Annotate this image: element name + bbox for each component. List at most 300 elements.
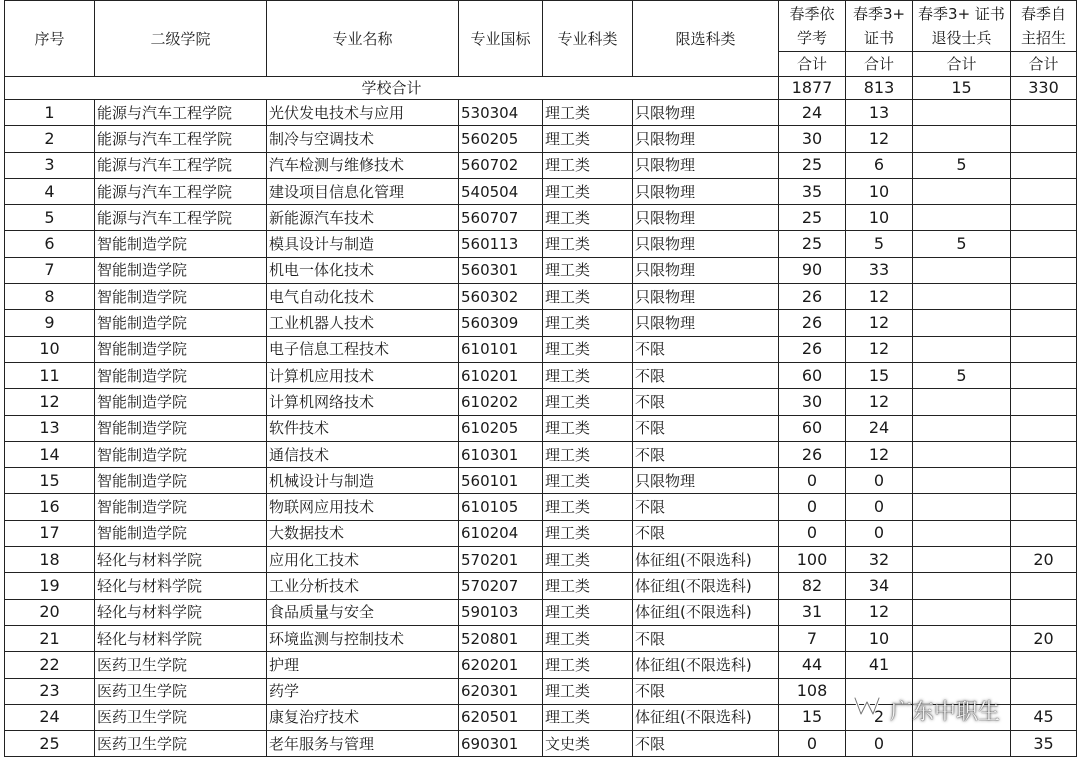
row-spring-exam: 30 <box>779 126 846 152</box>
row-subject: 不限 <box>633 336 779 362</box>
table-row <box>5 231 1077 257</box>
row-major: 应用化工技术 <box>267 547 459 573</box>
row-subject: 只限物理 <box>633 100 779 126</box>
row-spring-self <box>1011 573 1077 599</box>
row-seq: 14 <box>5 441 95 467</box>
row-spring-exam: 35 <box>779 178 846 204</box>
row-major: 汽车检测与维修技术 <box>267 152 459 178</box>
row-code: 570207 <box>459 573 543 599</box>
row-spring-self <box>1011 126 1077 152</box>
row-category: 理工类 <box>543 468 633 494</box>
row-spring-self: 35 <box>1011 731 1077 757</box>
row-college: 医药卫生学院 <box>95 704 267 730</box>
row-seq: 16 <box>5 494 95 520</box>
row-spring-self <box>1011 652 1077 678</box>
subtotal-label: 合计 <box>1011 52 1077 77</box>
row-seq: 3 <box>5 152 95 178</box>
row-spring-3plus-vet <box>913 652 1011 678</box>
row-college: 智能制造学院 <box>95 520 267 546</box>
row-spring-exam: 0 <box>779 494 846 520</box>
row-spring-self <box>1011 100 1077 126</box>
row-spring-3plus: 12 <box>846 126 913 152</box>
row-major: 通信技术 <box>267 441 459 467</box>
table-row <box>5 362 1077 388</box>
row-major: 老年服务与管理 <box>267 731 459 757</box>
row-spring-3plus: 24 <box>846 415 913 441</box>
row-spring-3plus-vet <box>913 468 1011 494</box>
school-total-label: 学校合计 <box>5 77 779 100</box>
row-spring-3plus-vet <box>913 494 1011 520</box>
row-spring-exam: 25 <box>779 152 846 178</box>
row-category: 理工类 <box>543 520 633 546</box>
row-subject: 只限物理 <box>633 231 779 257</box>
row-spring-3plus-vet <box>913 205 1011 231</box>
row-spring-exam: 82 <box>779 573 846 599</box>
row-college: 轻化与材料学院 <box>95 573 267 599</box>
row-category: 理工类 <box>543 704 633 730</box>
row-code: 530304 <box>459 100 543 126</box>
row-spring-exam: 24 <box>779 100 846 126</box>
row-college: 智能制造学院 <box>95 362 267 388</box>
row-seq: 1 <box>5 100 95 126</box>
row-major: 模具设计与制造 <box>267 231 459 257</box>
row-spring-exam: 25 <box>779 205 846 231</box>
header-seq: 序号 <box>5 1 95 77</box>
row-major: 工业机器人技术 <box>267 310 459 336</box>
row-seq: 4 <box>5 178 95 204</box>
table-row <box>5 441 1077 467</box>
row-major: 光伏发电技术与应用 <box>267 100 459 126</box>
table-row <box>5 599 1077 625</box>
row-code: 560302 <box>459 284 543 310</box>
row-spring-self <box>1011 362 1077 388</box>
row-subject: 体征组(不限选科) <box>633 704 779 730</box>
row-college: 智能制造学院 <box>95 389 267 415</box>
row-spring-exam: 15 <box>779 704 846 730</box>
row-major: 计算机网络技术 <box>267 389 459 415</box>
row-category: 理工类 <box>543 205 633 231</box>
row-college: 能源与汽车工程学院 <box>95 178 267 204</box>
row-college: 医药卫生学院 <box>95 652 267 678</box>
table-row <box>5 152 1077 178</box>
row-subject: 不限 <box>633 441 779 467</box>
row-spring-3plus: 12 <box>846 389 913 415</box>
table-row <box>5 731 1077 757</box>
row-spring-self <box>1011 310 1077 336</box>
row-spring-3plus: 10 <box>846 178 913 204</box>
row-seq: 18 <box>5 547 95 573</box>
row-spring-self <box>1011 257 1077 283</box>
row-college: 智能制造学院 <box>95 257 267 283</box>
row-spring-self <box>1011 178 1077 204</box>
row-code: 560309 <box>459 310 543 336</box>
row-college: 轻化与材料学院 <box>95 599 267 625</box>
row-category: 文史类 <box>543 731 633 757</box>
school-total-spring-self: 330 <box>1011 77 1077 100</box>
row-code: 610204 <box>459 520 543 546</box>
row-seq: 12 <box>5 389 95 415</box>
table-row <box>5 100 1077 126</box>
row-subject: 不限 <box>633 415 779 441</box>
row-spring-3plus-vet <box>913 573 1011 599</box>
row-subject: 体征组(不限选科) <box>633 599 779 625</box>
watermark-text: 广东中职生 <box>890 699 1001 725</box>
row-major: 食品质量与安全 <box>267 599 459 625</box>
header-spring-self <box>1011 1 1077 52</box>
row-seq: 21 <box>5 625 95 651</box>
row-spring-3plus-vet <box>913 599 1011 625</box>
table-row <box>5 520 1077 546</box>
row-spring-exam: 26 <box>779 336 846 362</box>
row-code: 610101 <box>459 336 543 362</box>
row-category: 理工类 <box>543 389 633 415</box>
row-category: 理工类 <box>543 678 633 704</box>
row-category: 理工类 <box>543 494 633 520</box>
row-major: 护理 <box>267 652 459 678</box>
row-spring-self <box>1011 231 1077 257</box>
enrollment-plan-table <box>4 0 1077 757</box>
header-spring-3plus-vet <box>913 1 1011 52</box>
row-spring-3plus: 32 <box>846 547 913 573</box>
row-code: 610201 <box>459 362 543 388</box>
row-category: 理工类 <box>543 178 633 204</box>
row-seq: 24 <box>5 704 95 730</box>
row-code: 610202 <box>459 389 543 415</box>
row-spring-exam: 31 <box>779 599 846 625</box>
row-spring-3plus: 12 <box>846 599 913 625</box>
row-spring-exam: 44 <box>779 652 846 678</box>
row-spring-exam: 60 <box>779 362 846 388</box>
row-spring-3plus: 10 <box>846 205 913 231</box>
row-code: 610301 <box>459 441 543 467</box>
row-spring-3plus: 0 <box>846 520 913 546</box>
row-college: 智能制造学院 <box>95 494 267 520</box>
header-category: 专业科类 <box>543 1 633 77</box>
row-spring-self <box>1011 520 1077 546</box>
row-spring-3plus: 13 <box>846 100 913 126</box>
row-spring-3plus-vet <box>913 310 1011 336</box>
row-category: 理工类 <box>543 336 633 362</box>
row-code: 560101 <box>459 468 543 494</box>
row-spring-3plus-vet <box>913 441 1011 467</box>
subtotal-label: 合计 <box>779 52 846 77</box>
row-college: 医药卫生学院 <box>95 678 267 704</box>
row-college: 智能制造学院 <box>95 336 267 362</box>
table-row <box>5 389 1077 415</box>
table-row <box>5 547 1077 573</box>
row-college: 医药卫生学院 <box>95 731 267 757</box>
table-row <box>5 310 1077 336</box>
row-major: 康复治疗技术 <box>267 704 459 730</box>
row-spring-exam: 90 <box>779 257 846 283</box>
table-row <box>5 468 1077 494</box>
row-major: 软件技术 <box>267 415 459 441</box>
table-row <box>5 284 1077 310</box>
row-code: 590103 <box>459 599 543 625</box>
school-total-spring-3plus: 813 <box>846 77 913 100</box>
row-spring-3plus-vet: 5 <box>913 362 1011 388</box>
row-spring-self: 20 <box>1011 625 1077 651</box>
row-major: 制冷与空调技术 <box>267 126 459 152</box>
row-category: 理工类 <box>543 257 633 283</box>
row-seq: 19 <box>5 573 95 599</box>
row-seq: 9 <box>5 310 95 336</box>
header-spring-3plus <box>846 1 913 52</box>
row-category: 理工类 <box>543 126 633 152</box>
row-category: 理工类 <box>543 310 633 336</box>
row-spring-3plus: 41 <box>846 652 913 678</box>
row-spring-self: 45 <box>1011 704 1077 730</box>
row-major: 计算机应用技术 <box>267 362 459 388</box>
header-subject: 限选科类 <box>633 1 779 77</box>
row-spring-3plus-vet <box>913 415 1011 441</box>
table-row <box>5 415 1077 441</box>
row-category: 理工类 <box>543 362 633 388</box>
row-seq: 23 <box>5 678 95 704</box>
row-category: 理工类 <box>543 152 633 178</box>
row-spring-exam: 0 <box>779 468 846 494</box>
row-spring-self <box>1011 599 1077 625</box>
row-spring-3plus-vet <box>913 126 1011 152</box>
row-spring-3plus: 12 <box>846 336 913 362</box>
row-college: 轻化与材料学院 <box>95 547 267 573</box>
header-spring-exam <box>779 1 846 52</box>
header-spring-3plus-vet-line1: 春季3+ 证书 <box>918 5 1005 23</box>
row-spring-3plus: 0 <box>846 468 913 494</box>
row-spring-exam: 60 <box>779 415 846 441</box>
table-row <box>5 257 1077 283</box>
row-major: 环境监测与控制技术 <box>267 625 459 651</box>
row-spring-3plus: 12 <box>846 310 913 336</box>
row-subject: 只限物理 <box>633 205 779 231</box>
row-seq: 10 <box>5 336 95 362</box>
row-major: 机械设计与制造 <box>267 468 459 494</box>
row-subject: 不限 <box>633 678 779 704</box>
row-category: 理工类 <box>543 441 633 467</box>
row-spring-3plus: 12 <box>846 284 913 310</box>
row-college: 能源与汽车工程学院 <box>95 100 267 126</box>
row-subject: 不限 <box>633 520 779 546</box>
row-spring-3plus-vet: 5 <box>913 231 1011 257</box>
table-row <box>5 205 1077 231</box>
row-major: 物联网应用技术 <box>267 494 459 520</box>
row-spring-3plus: 10 <box>846 625 913 651</box>
row-code: 610105 <box>459 494 543 520</box>
row-spring-self <box>1011 284 1077 310</box>
row-spring-3plus: 15 <box>846 362 913 388</box>
school-total-spring-3plus-vet: 15 <box>913 77 1011 100</box>
row-seq: 22 <box>5 652 95 678</box>
row-spring-exam: 108 <box>779 678 846 704</box>
row-college: 能源与汽车工程学院 <box>95 126 267 152</box>
row-college: 能源与汽车工程学院 <box>95 152 267 178</box>
row-category: 理工类 <box>543 573 633 599</box>
table-row <box>5 336 1077 362</box>
row-seq: 25 <box>5 731 95 757</box>
row-code: 520801 <box>459 625 543 651</box>
subtotal-label: 合计 <box>913 52 1011 77</box>
row-major: 工业分析技术 <box>267 573 459 599</box>
row-spring-3plus-vet <box>913 336 1011 362</box>
row-code: 560707 <box>459 205 543 231</box>
row-subject: 体征组(不限选科) <box>633 652 779 678</box>
row-spring-3plus-vet <box>913 389 1011 415</box>
row-subject: 只限物理 <box>633 178 779 204</box>
row-spring-3plus: 6 <box>846 152 913 178</box>
row-code: 540504 <box>459 178 543 204</box>
row-spring-self <box>1011 336 1077 362</box>
table-row <box>5 126 1077 152</box>
subtotal-label: 合计 <box>846 52 913 77</box>
row-subject: 不限 <box>633 494 779 520</box>
header-spring-exam-line2: 学考 <box>796 29 827 47</box>
row-subject: 只限物理 <box>633 310 779 336</box>
row-subject: 只限物理 <box>633 284 779 310</box>
row-spring-exam: 26 <box>779 284 846 310</box>
row-major: 建设项目信息化管理 <box>267 178 459 204</box>
row-spring-3plus-vet <box>913 547 1011 573</box>
header-spring-3plus-line2: 证书 <box>863 29 894 47</box>
watermark <box>852 692 1052 728</box>
row-seq: 11 <box>5 362 95 388</box>
row-seq: 2 <box>5 126 95 152</box>
row-spring-exam: 7 <box>779 625 846 651</box>
row-college: 智能制造学院 <box>95 310 267 336</box>
header-spring-self-line2: 主招生 <box>1020 29 1066 47</box>
header-code: 专业国标 <box>459 1 543 77</box>
row-category: 理工类 <box>543 652 633 678</box>
row-subject: 只限物理 <box>633 152 779 178</box>
header-row <box>5 1 1077 52</box>
row-category: 理工类 <box>543 625 633 651</box>
row-spring-self <box>1011 205 1077 231</box>
row-college: 智能制造学院 <box>95 415 267 441</box>
row-subject: 只限物理 <box>633 126 779 152</box>
row-code: 610205 <box>459 415 543 441</box>
header-spring-3plus-line1: 春季3+ <box>852 5 906 23</box>
row-subject: 不限 <box>633 362 779 388</box>
row-seq: 13 <box>5 415 95 441</box>
row-spring-exam: 0 <box>779 731 846 757</box>
row-college: 智能制造学院 <box>95 231 267 257</box>
row-seq: 15 <box>5 468 95 494</box>
row-subject: 只限物理 <box>633 468 779 494</box>
row-subject: 只限物理 <box>633 257 779 283</box>
row-spring-exam: 30 <box>779 389 846 415</box>
row-major: 电气自动化技术 <box>267 284 459 310</box>
row-spring-self <box>1011 441 1077 467</box>
row-seq: 20 <box>5 599 95 625</box>
row-major: 大数据技术 <box>267 520 459 546</box>
row-subject: 不限 <box>633 731 779 757</box>
table-row <box>5 178 1077 204</box>
row-code: 690301 <box>459 731 543 757</box>
row-college: 轻化与材料学院 <box>95 625 267 651</box>
row-subject: 不限 <box>633 625 779 651</box>
row-code: 560702 <box>459 152 543 178</box>
table-row <box>5 573 1077 599</box>
row-spring-exam: 100 <box>779 547 846 573</box>
row-spring-3plus: 12 <box>846 441 913 467</box>
row-spring-3plus-vet <box>913 178 1011 204</box>
row-category: 理工类 <box>543 415 633 441</box>
row-college: 智能制造学院 <box>95 284 267 310</box>
row-seq: 6 <box>5 231 95 257</box>
row-category: 理工类 <box>543 231 633 257</box>
table-row <box>5 494 1077 520</box>
row-spring-3plus-vet <box>913 625 1011 651</box>
row-spring-self <box>1011 415 1077 441</box>
header-college: 二级学院 <box>95 1 267 77</box>
row-seq: 5 <box>5 205 95 231</box>
row-spring-self: 20 <box>1011 547 1077 573</box>
row-spring-3plus: 5 <box>846 231 913 257</box>
row-spring-3plus-vet <box>913 100 1011 126</box>
table-row <box>5 625 1077 651</box>
row-code: 620501 <box>459 704 543 730</box>
header-major: 专业名称 <box>267 1 459 77</box>
row-spring-3plus-vet <box>913 284 1011 310</box>
row-spring-self <box>1011 494 1077 520</box>
row-seq: 7 <box>5 257 95 283</box>
row-major: 电子信息工程技术 <box>267 336 459 362</box>
row-college: 智能制造学院 <box>95 468 267 494</box>
row-spring-3plus: 33 <box>846 257 913 283</box>
row-category: 理工类 <box>543 599 633 625</box>
row-subject: 体征组(不限选科) <box>633 547 779 573</box>
row-spring-3plus: 0 <box>846 494 913 520</box>
row-spring-3plus: 34 <box>846 573 913 599</box>
wechat-channel-icon <box>852 694 882 726</box>
row-category: 理工类 <box>543 100 633 126</box>
row-spring-exam: 25 <box>779 231 846 257</box>
header-spring-self-line1: 春季自 <box>1020 5 1066 23</box>
row-spring-self <box>1011 468 1077 494</box>
row-spring-exam: 26 <box>779 310 846 336</box>
row-code: 560205 <box>459 126 543 152</box>
row-seq: 17 <box>5 520 95 546</box>
row-spring-3plus: 2 <box>846 704 913 730</box>
row-college: 能源与汽车工程学院 <box>95 205 267 231</box>
school-total-row <box>5 77 1077 100</box>
header-spring-exam-line1: 春季依 <box>789 5 835 23</box>
row-subject: 不限 <box>633 389 779 415</box>
row-seq: 8 <box>5 284 95 310</box>
row-spring-self <box>1011 152 1077 178</box>
row-spring-self <box>1011 389 1077 415</box>
row-spring-exam: 0 <box>779 520 846 546</box>
row-code: 560301 <box>459 257 543 283</box>
row-subject: 体征组(不限选科) <box>633 573 779 599</box>
header-spring-3plus-vet-line2: 退役士兵 <box>931 29 992 47</box>
row-major: 新能源汽车技术 <box>267 205 459 231</box>
row-major: 药学 <box>267 678 459 704</box>
row-code: 620201 <box>459 652 543 678</box>
row-spring-3plus: 0 <box>846 731 913 757</box>
row-spring-3plus-vet <box>913 731 1011 757</box>
row-category: 理工类 <box>543 547 633 573</box>
row-spring-exam: 26 <box>779 441 846 467</box>
school-total-spring-exam: 1877 <box>779 77 846 100</box>
row-major: 机电一体化技术 <box>267 257 459 283</box>
row-spring-3plus-vet <box>913 257 1011 283</box>
row-spring-3plus-vet: 5 <box>913 152 1011 178</box>
row-spring-3plus-vet <box>913 520 1011 546</box>
table-row <box>5 652 1077 678</box>
row-code: 560113 <box>459 231 543 257</box>
row-code: 570201 <box>459 547 543 573</box>
row-code: 620301 <box>459 678 543 704</box>
